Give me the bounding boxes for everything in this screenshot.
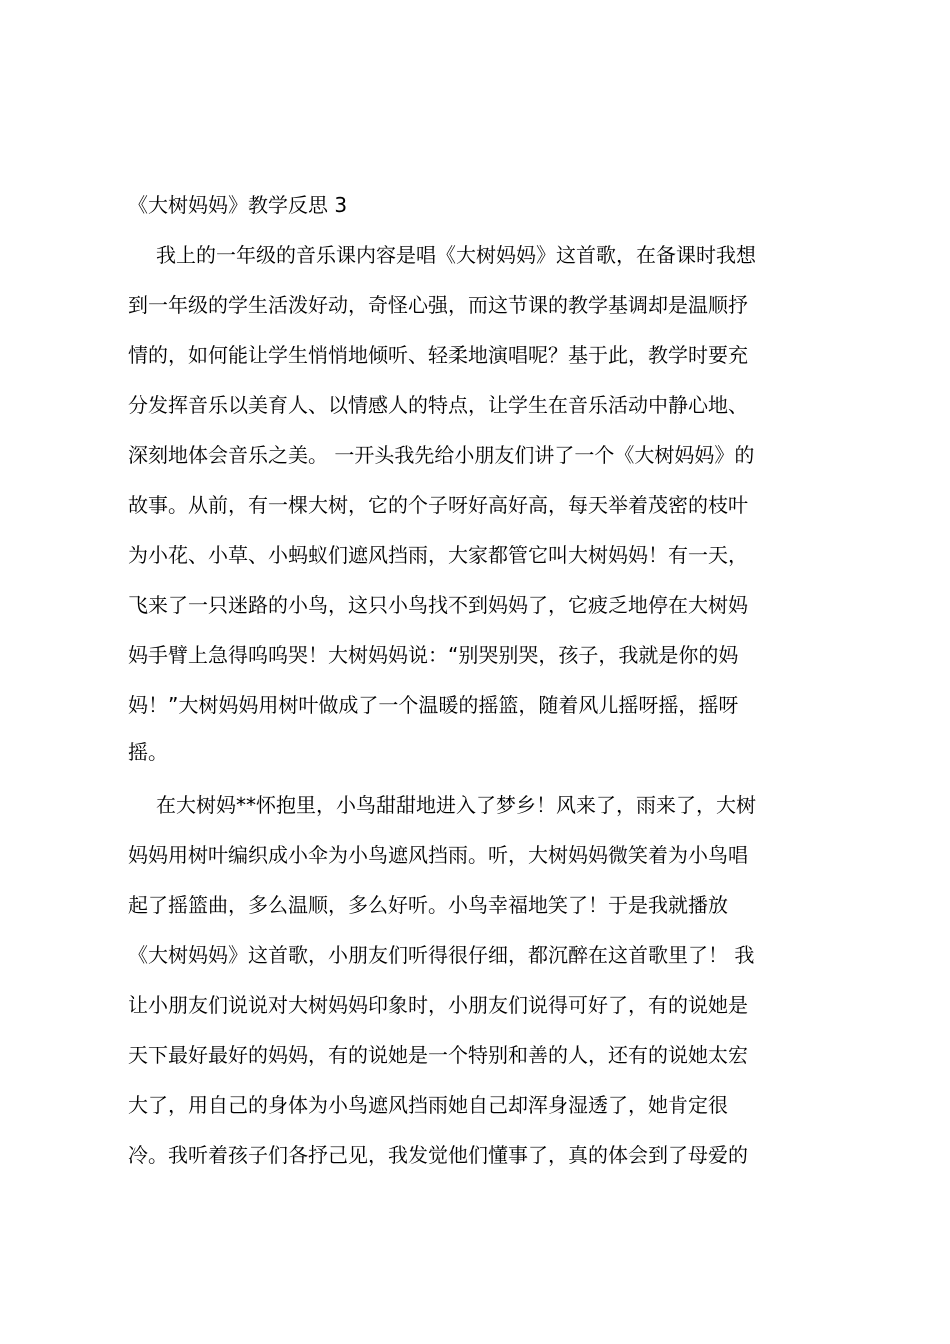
text-line: 妈妈用树叶编织成小伞为小鸟遮风挡雨。听，大树妈妈微笑着为小鸟唱 [128, 843, 748, 867]
text-line: 让小朋友们说说对大树妈妈印象时，小朋友们说得可好了，有的说她是 [128, 993, 748, 1017]
text-line: 《大树妈妈》这首歌，小朋友们听得很仔细，都沉醉在这首歌里了！ 我 [128, 943, 755, 967]
text-line: 在大树妈**怀抱里，小鸟甜甜地进入了梦乡！风来了，雨来了，大树 [156, 793, 756, 817]
text-line: 情的，如何能让学生悄悄地倾听、轻柔地演唱呢？基于此，教学时要充 [128, 343, 748, 367]
text-line: 到一年级的学生活泼好动，奇怪心强，而这节课的教学基调却是温顺抒 [128, 293, 748, 317]
text-line: 分发挥音乐以美育人、以情感人的特点，让学生在音乐活动中静心地、 [128, 393, 748, 417]
text-line: 深刻地体会音乐之美。 一开头我先给小朋友们讲了一个《大树妈妈》的 [128, 443, 755, 467]
text-line: 故事。从前，有一棵大树，它的个子呀好高好高，每天举着茂密的枝叶 [128, 493, 748, 517]
text-line: 大了，用自己的身体为小鸟遮风挡雨她自己却浑身湿透了，她肯定很 [128, 1093, 728, 1117]
text-line: 我上的一年级的音乐课内容是唱《大树妈妈》这首歌，在备课时我想 [156, 243, 756, 267]
text-line: 冷。我听着孩子们各抒己见，我发觉他们懂事了，真的体会到了母爱的 [128, 1143, 748, 1167]
text-line: 起了摇篮曲，多么温顺，多么好听。小鸟幸福地笑了！于是我就播放 [128, 893, 728, 917]
document-title: 《大树妈妈》教学反思 3 [128, 193, 348, 217]
text-line: 妈！”大树妈妈用树叶做成了一个温暖的摇篮，随着风儿摇呀摇，摇呀 [128, 693, 739, 717]
text-line: 天下最好最好的妈妈，有的说她是一个特别和善的人，还有的说她太宏 [128, 1043, 748, 1067]
text-line: 飞来了一只迷路的小鸟，这只小鸟找不到妈妈了，它疲乏地停在大树妈 [128, 593, 748, 617]
text-line: 摇。 [128, 740, 168, 764]
text-line: 为小花、小草、小蚂蚁们遮风挡雨，大家都管它叫大树妈妈！有一天， [128, 543, 748, 567]
text-line: 妈手臂上急得呜呜哭！大树妈妈说：“别哭别哭，孩子，我就是你的妈 [128, 643, 739, 667]
